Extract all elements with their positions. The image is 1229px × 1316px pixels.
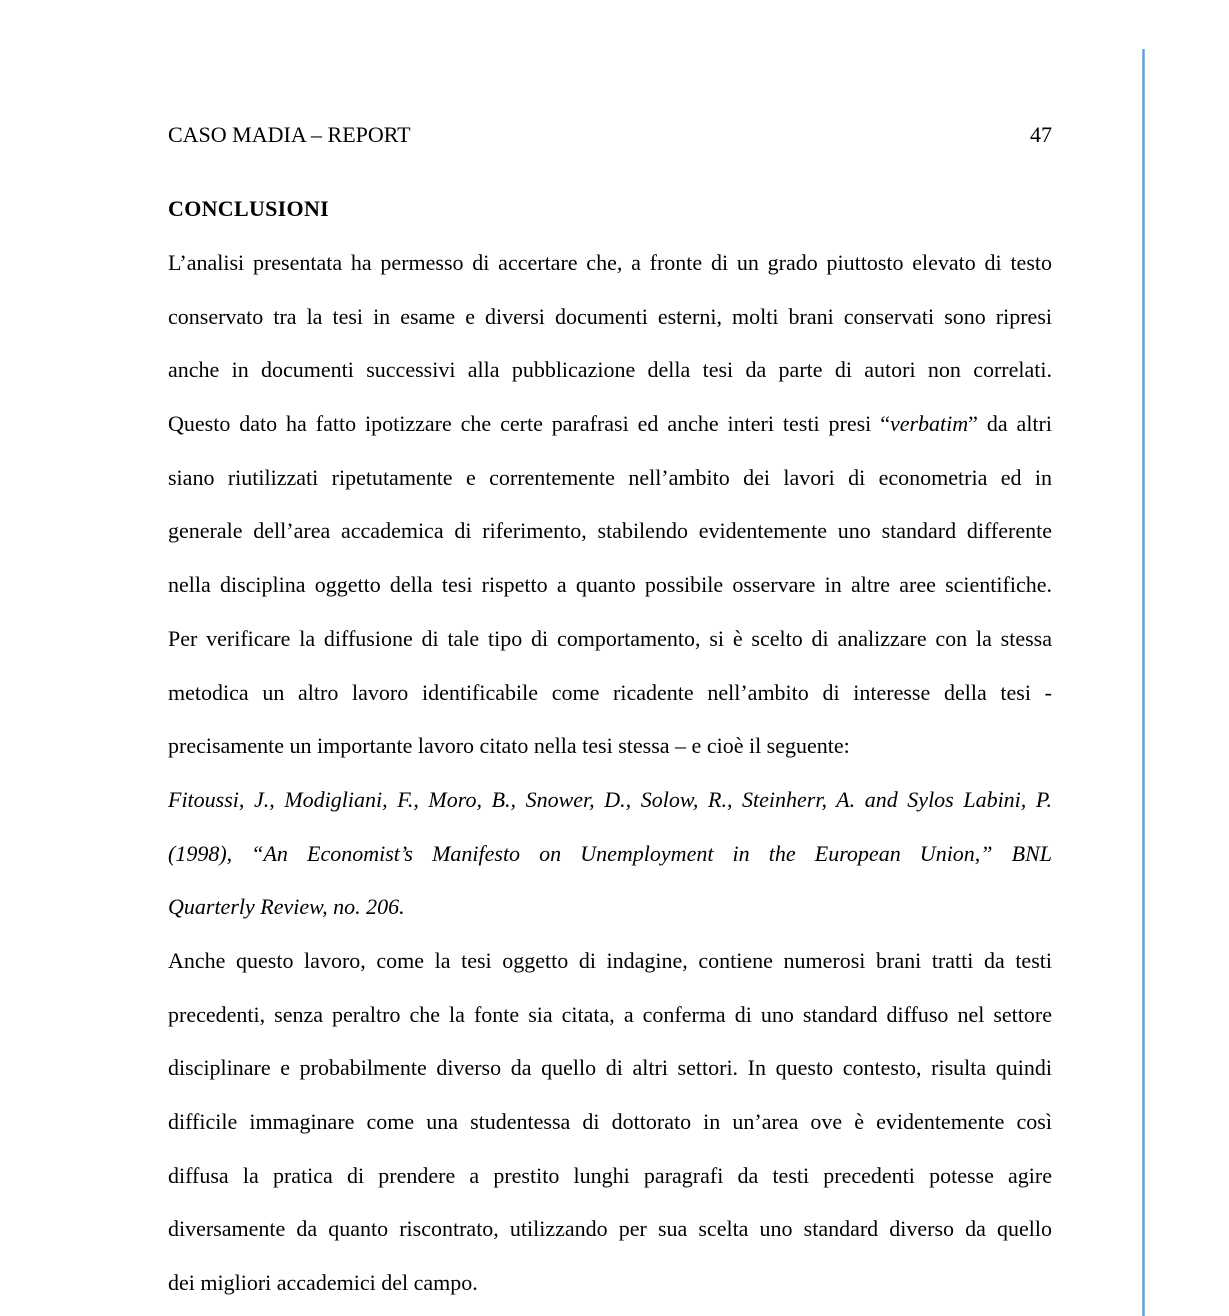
running-head: CASO MADIA – REPORT <box>168 122 411 147</box>
text-line <box>168 343 1052 397</box>
text-segment: metodica un altro lavoro identificabile come ricadente nell’ambito di interesse della tesi - <box>168 679 1052 705</box>
text-segment: nella disciplina oggetto della tesi rispetto a quanto possibile osservare in altre aree scientifiche. <box>168 572 1052 598</box>
text-segment: Questo dato ha fatto ipotizzare che certe parafrasi ed anche interi testi presi “ <box>168 411 890 437</box>
text-segment: Per verificare la diffusione di tale tipo di comportamento, si è scelto di analizzare con la stessa <box>168 625 1052 651</box>
page-header <box>168 120 1052 150</box>
text-segment: difficile immaginare come una studentessa di dottorato in un’area ove è evidentemente così <box>168 1109 1052 1134</box>
text-segment: disciplinare e probabilmente diverso da quello di altri settori. In questo contesto, risulta quindi <box>168 1055 1052 1081</box>
text-line <box>168 988 1052 1042</box>
text-segment: Fitoussi, J., Modigliani, F., Moro, B., Snower, D., Solow, R., Steinherr, A. and Sylos Labini, P. <box>168 786 1052 812</box>
italic-text-segment: verbatim <box>889 411 969 437</box>
text-line <box>168 666 1052 720</box>
text-line <box>168 1149 1052 1203</box>
text-segment: dei migliori accademici del campo. <box>168 1270 478 1296</box>
text-line <box>168 719 1052 773</box>
text-segment: L’analisi presentata ha permesso di accertare che, a fronte di un grado piuttosto elevato di testo <box>168 250 1052 275</box>
text-line <box>168 1095 1052 1149</box>
text-line <box>168 236 1052 290</box>
text-segment: precedenti, senza peraltro che la fonte sia citata, a conferma di uno standard diffuso nel settore <box>168 1001 1052 1027</box>
text-line <box>168 290 1052 344</box>
text-line <box>168 880 1052 934</box>
text-segment: ” da altri <box>968 411 1052 437</box>
text-line <box>168 934 1052 988</box>
text-segment: generale dell’area accademica di riferimento, stabilendo evidentemente uno standard differente <box>168 518 1052 544</box>
document-body <box>168 236 1052 1310</box>
text-line <box>168 1202 1052 1256</box>
text-line <box>168 558 1052 612</box>
page-edge-line <box>1142 49 1145 1316</box>
text-line <box>168 1041 1052 1095</box>
text-segment: conservato tra la tesi in esame e diversi documenti esterni, molti brani conservati sono ripresi <box>168 303 1052 329</box>
text-line <box>168 397 1052 451</box>
page-number: 47 <box>1030 122 1052 147</box>
text-segment: siano riutilizzati ripetutamente e correntemente nell’ambito dei lavori di econometria ed in <box>168 464 1052 490</box>
text-segment: (1998), “An Economist’s Manifesto on Unemployment in the European Union,” BNL <box>168 840 1052 866</box>
text-line <box>168 451 1052 505</box>
text-line <box>168 1256 1052 1310</box>
text-line <box>168 612 1052 666</box>
text-line <box>168 504 1052 558</box>
text-segment: Quarterly Review, no. 206. <box>168 894 405 920</box>
text-segment: diversamente da quanto riscontrato, utilizzando per sua scelta uno standard diverso da quello <box>168 1216 1052 1242</box>
text-segment: Anche questo lavoro, come la tesi oggetto di indagine, contiene numerosi brani tratti da testi <box>168 947 1052 973</box>
text-line <box>168 827 1052 881</box>
text-segment: anche in documenti successivi alla pubblicazione della tesi da parte di autori non correlati. <box>168 357 1052 383</box>
text-line <box>168 773 1052 827</box>
text-segment: diffusa la pratica di prendere a prestito lunghi paragrafi da testi precedenti potesse agire <box>168 1162 1052 1188</box>
section-heading: CONCLUSIONI <box>168 196 329 221</box>
text-segment: precisamente un importante lavoro citato nella tesi stessa – e cioè il seguente: <box>168 733 850 759</box>
